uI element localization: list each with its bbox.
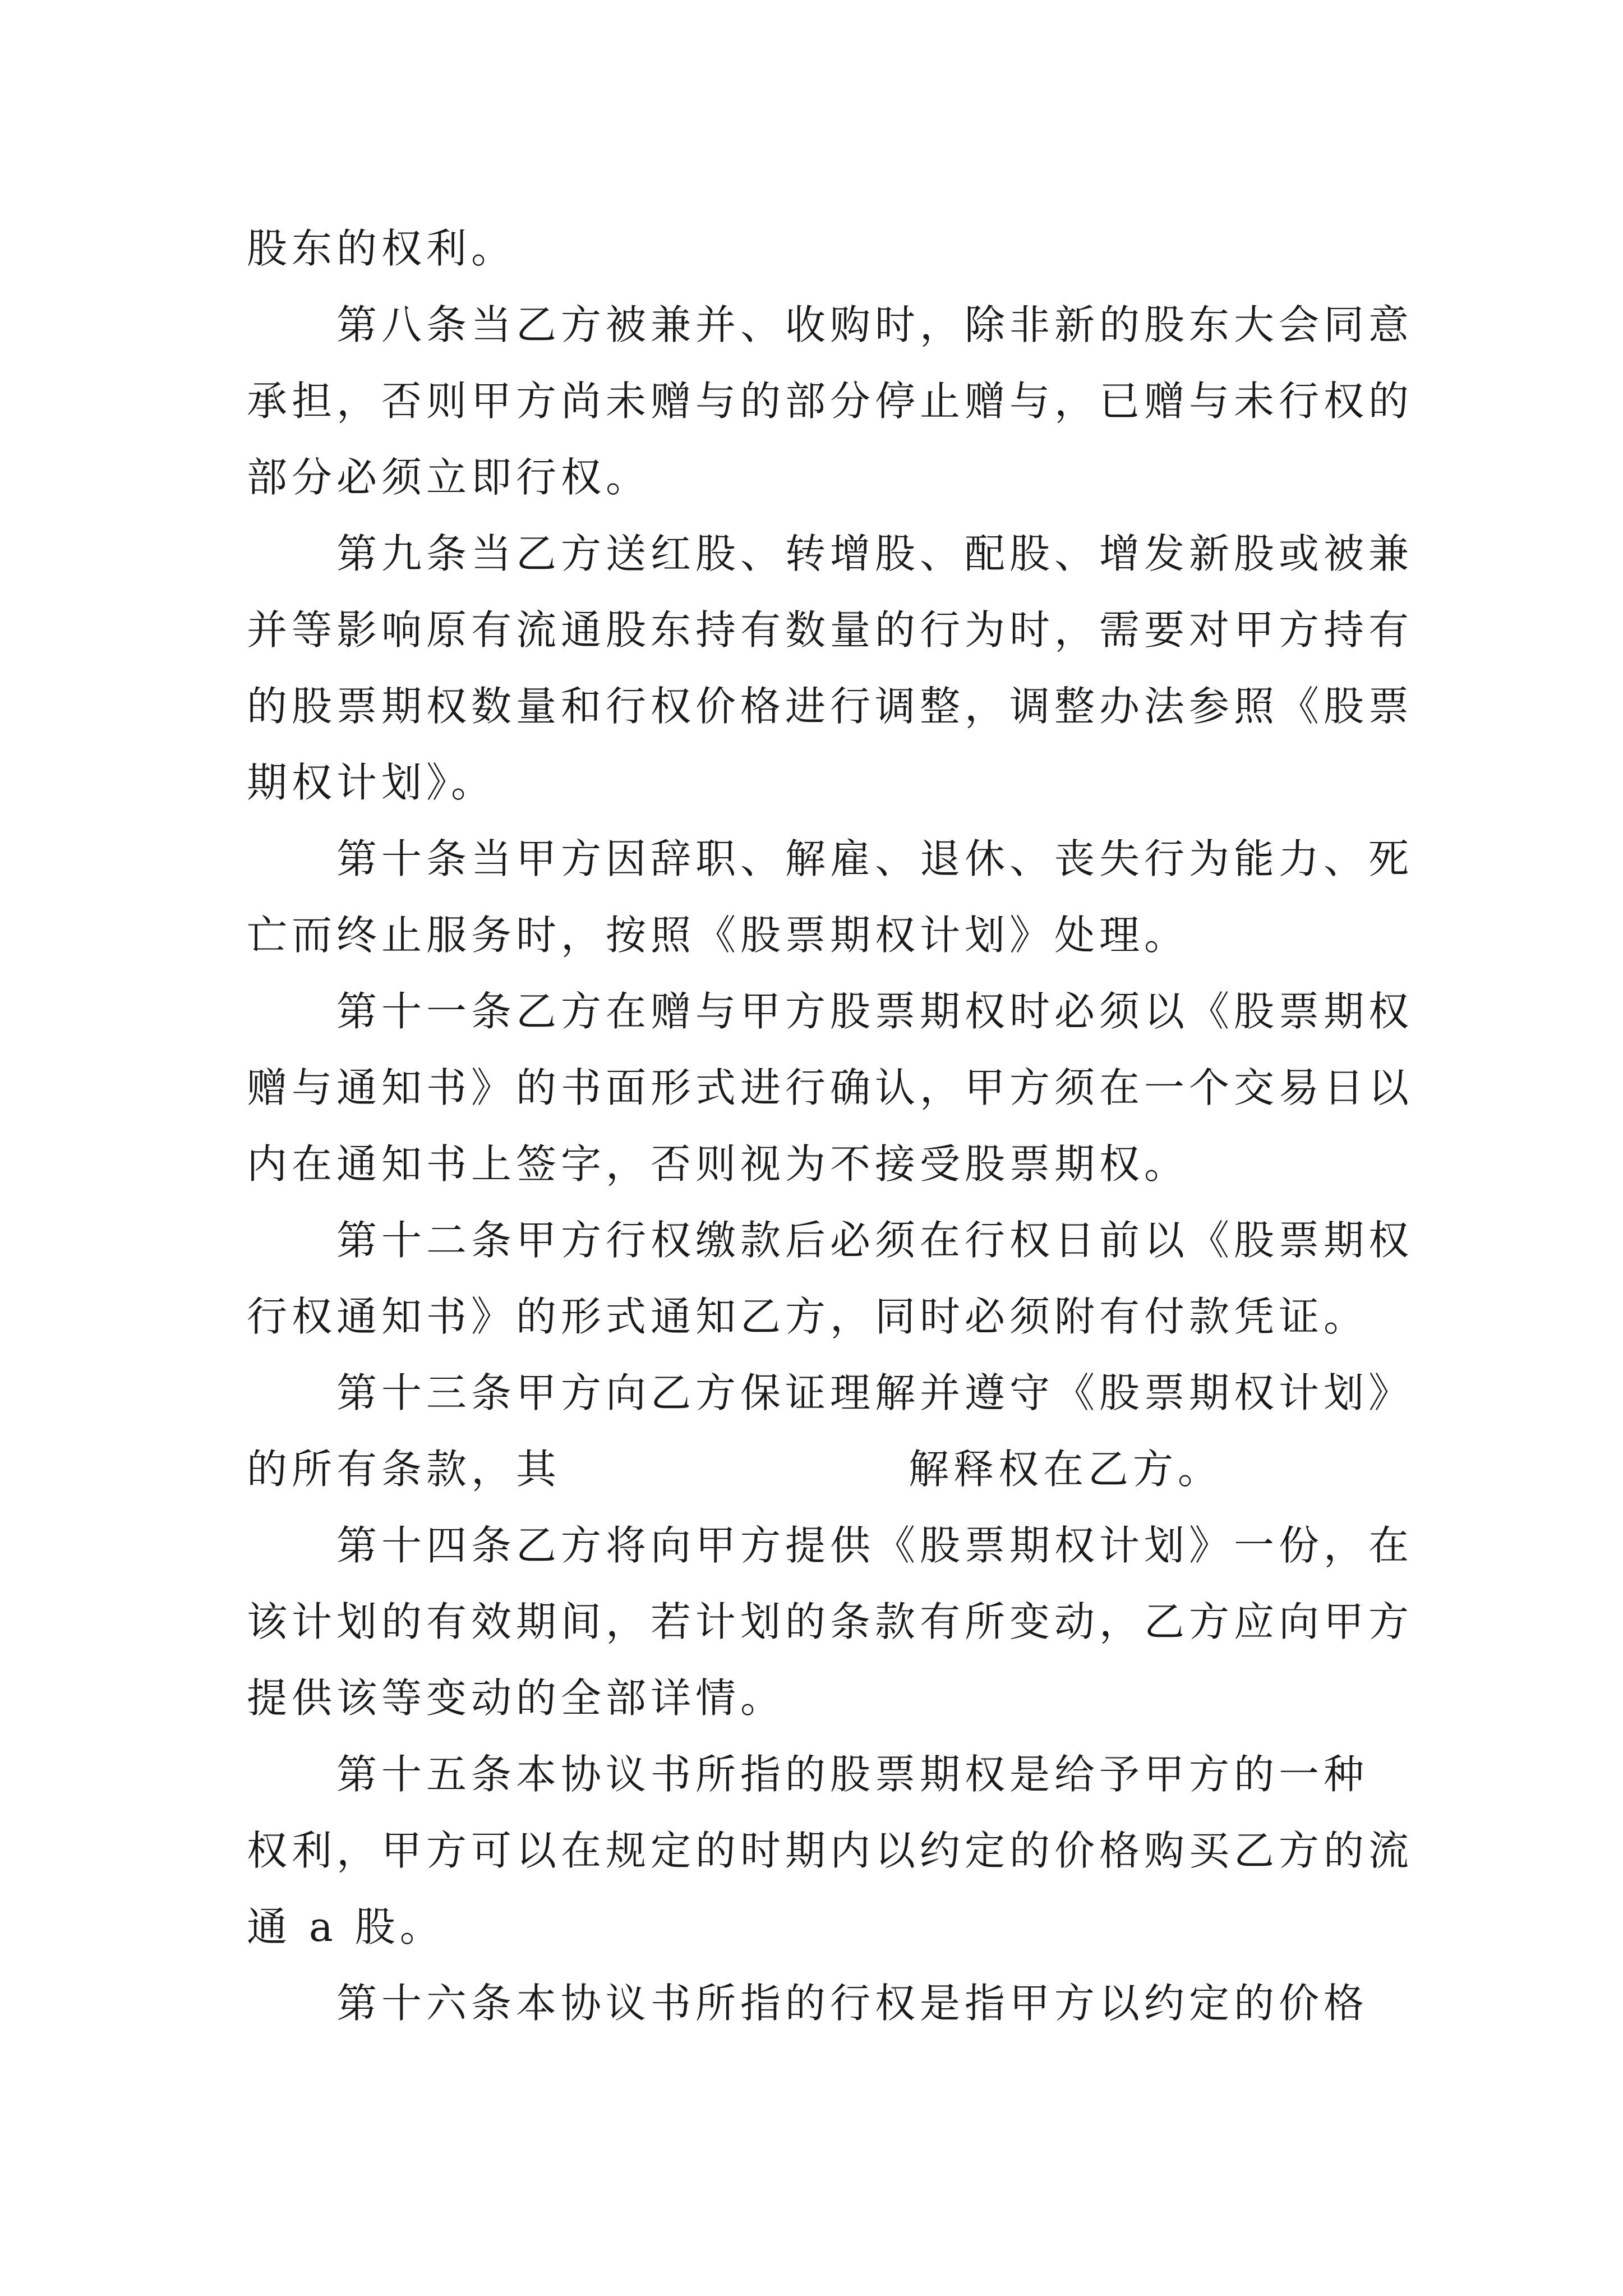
article-9-line-2: 并等影响原有流通股东持有数量的行为时，需要对甲方持有 xyxy=(247,606,1414,654)
article-13-line-2-part-1: 的所有条款，其 xyxy=(247,1446,561,1493)
article-13-line-1: 第十三条甲方向乙方保证理解并遵守《股票期权计划》 xyxy=(336,1369,1414,1416)
article-12-line-2: 行权通知书》的形式通知乙方，同时必须附有付款凭证。 xyxy=(247,1293,1369,1340)
article-8-line-2: 承担，否则甲方尚未赠与的部分停止赠与，已赠与未行权的 xyxy=(247,378,1414,425)
text-line: 股东的权利。 xyxy=(247,225,517,272)
article-16-line-1: 第十六条本协议书所指的行权是指甲方以约定的价格 xyxy=(336,1980,1369,2027)
article-13-line-2-part-2: 解释权在乙方。 xyxy=(909,1446,1223,1493)
article-15-line-3: 通 a 股。 xyxy=(247,1903,445,1950)
article-15-line-2: 权利，甲方可以在规定的时期内以约定的价格购买乙方的流 xyxy=(247,1827,1414,1874)
article-11-line-2: 赠与通知书》的书面形式进行确认，甲方须在一个交易日以 xyxy=(247,1064,1414,1111)
article-9-line-4: 期权计划》。 xyxy=(247,759,496,806)
article-14-line-2: 该计划的有效期间，若计划的条款有所变动，乙方应向甲方 xyxy=(247,1598,1414,1645)
article-13-line-2 xyxy=(247,1431,1380,1507)
article-9-line-3: 的股票期权数量和行权价格进行调整，调整办法参照《股票 xyxy=(247,683,1414,730)
article-8-line-3: 部分必须立即行权。 xyxy=(247,454,651,501)
article-15-line-1: 第十五条本协议书所指的股票期权是给予甲方的一种 xyxy=(336,1751,1369,1798)
article-8-line-1: 第八条当乙方被兼并、收购时，除非新的股东大会同意 xyxy=(336,301,1414,348)
document-body xyxy=(247,210,1414,2041)
article-9-line-1: 第九条当乙方送红股、转增股、配股、增发新股或被兼 xyxy=(336,530,1414,577)
article-10-line-1: 第十条当甲方因辞职、解雇、退休、丧失行为能力、死 xyxy=(336,835,1414,882)
article-11-line-3: 内在通知书上签字，否则视为不接受股票期权。 xyxy=(247,1140,1189,1188)
article-14-line-3: 提供该等变动的全部详情。 xyxy=(247,1674,786,1722)
article-12-line-1: 第十二条甲方行权缴款后必须在行权日前以《股票期权 xyxy=(336,1217,1414,1264)
article-10-line-2: 亡而终止服务时，按照《股票期权计划》处理。 xyxy=(247,912,1189,959)
article-11-line-1: 第十一条乙方在赠与甲方股票期权时必须以《股票期权 xyxy=(336,988,1414,1035)
article-14-line-1: 第十四条乙方将向甲方提供《股票期权计划》一份，在 xyxy=(336,1522,1414,1569)
